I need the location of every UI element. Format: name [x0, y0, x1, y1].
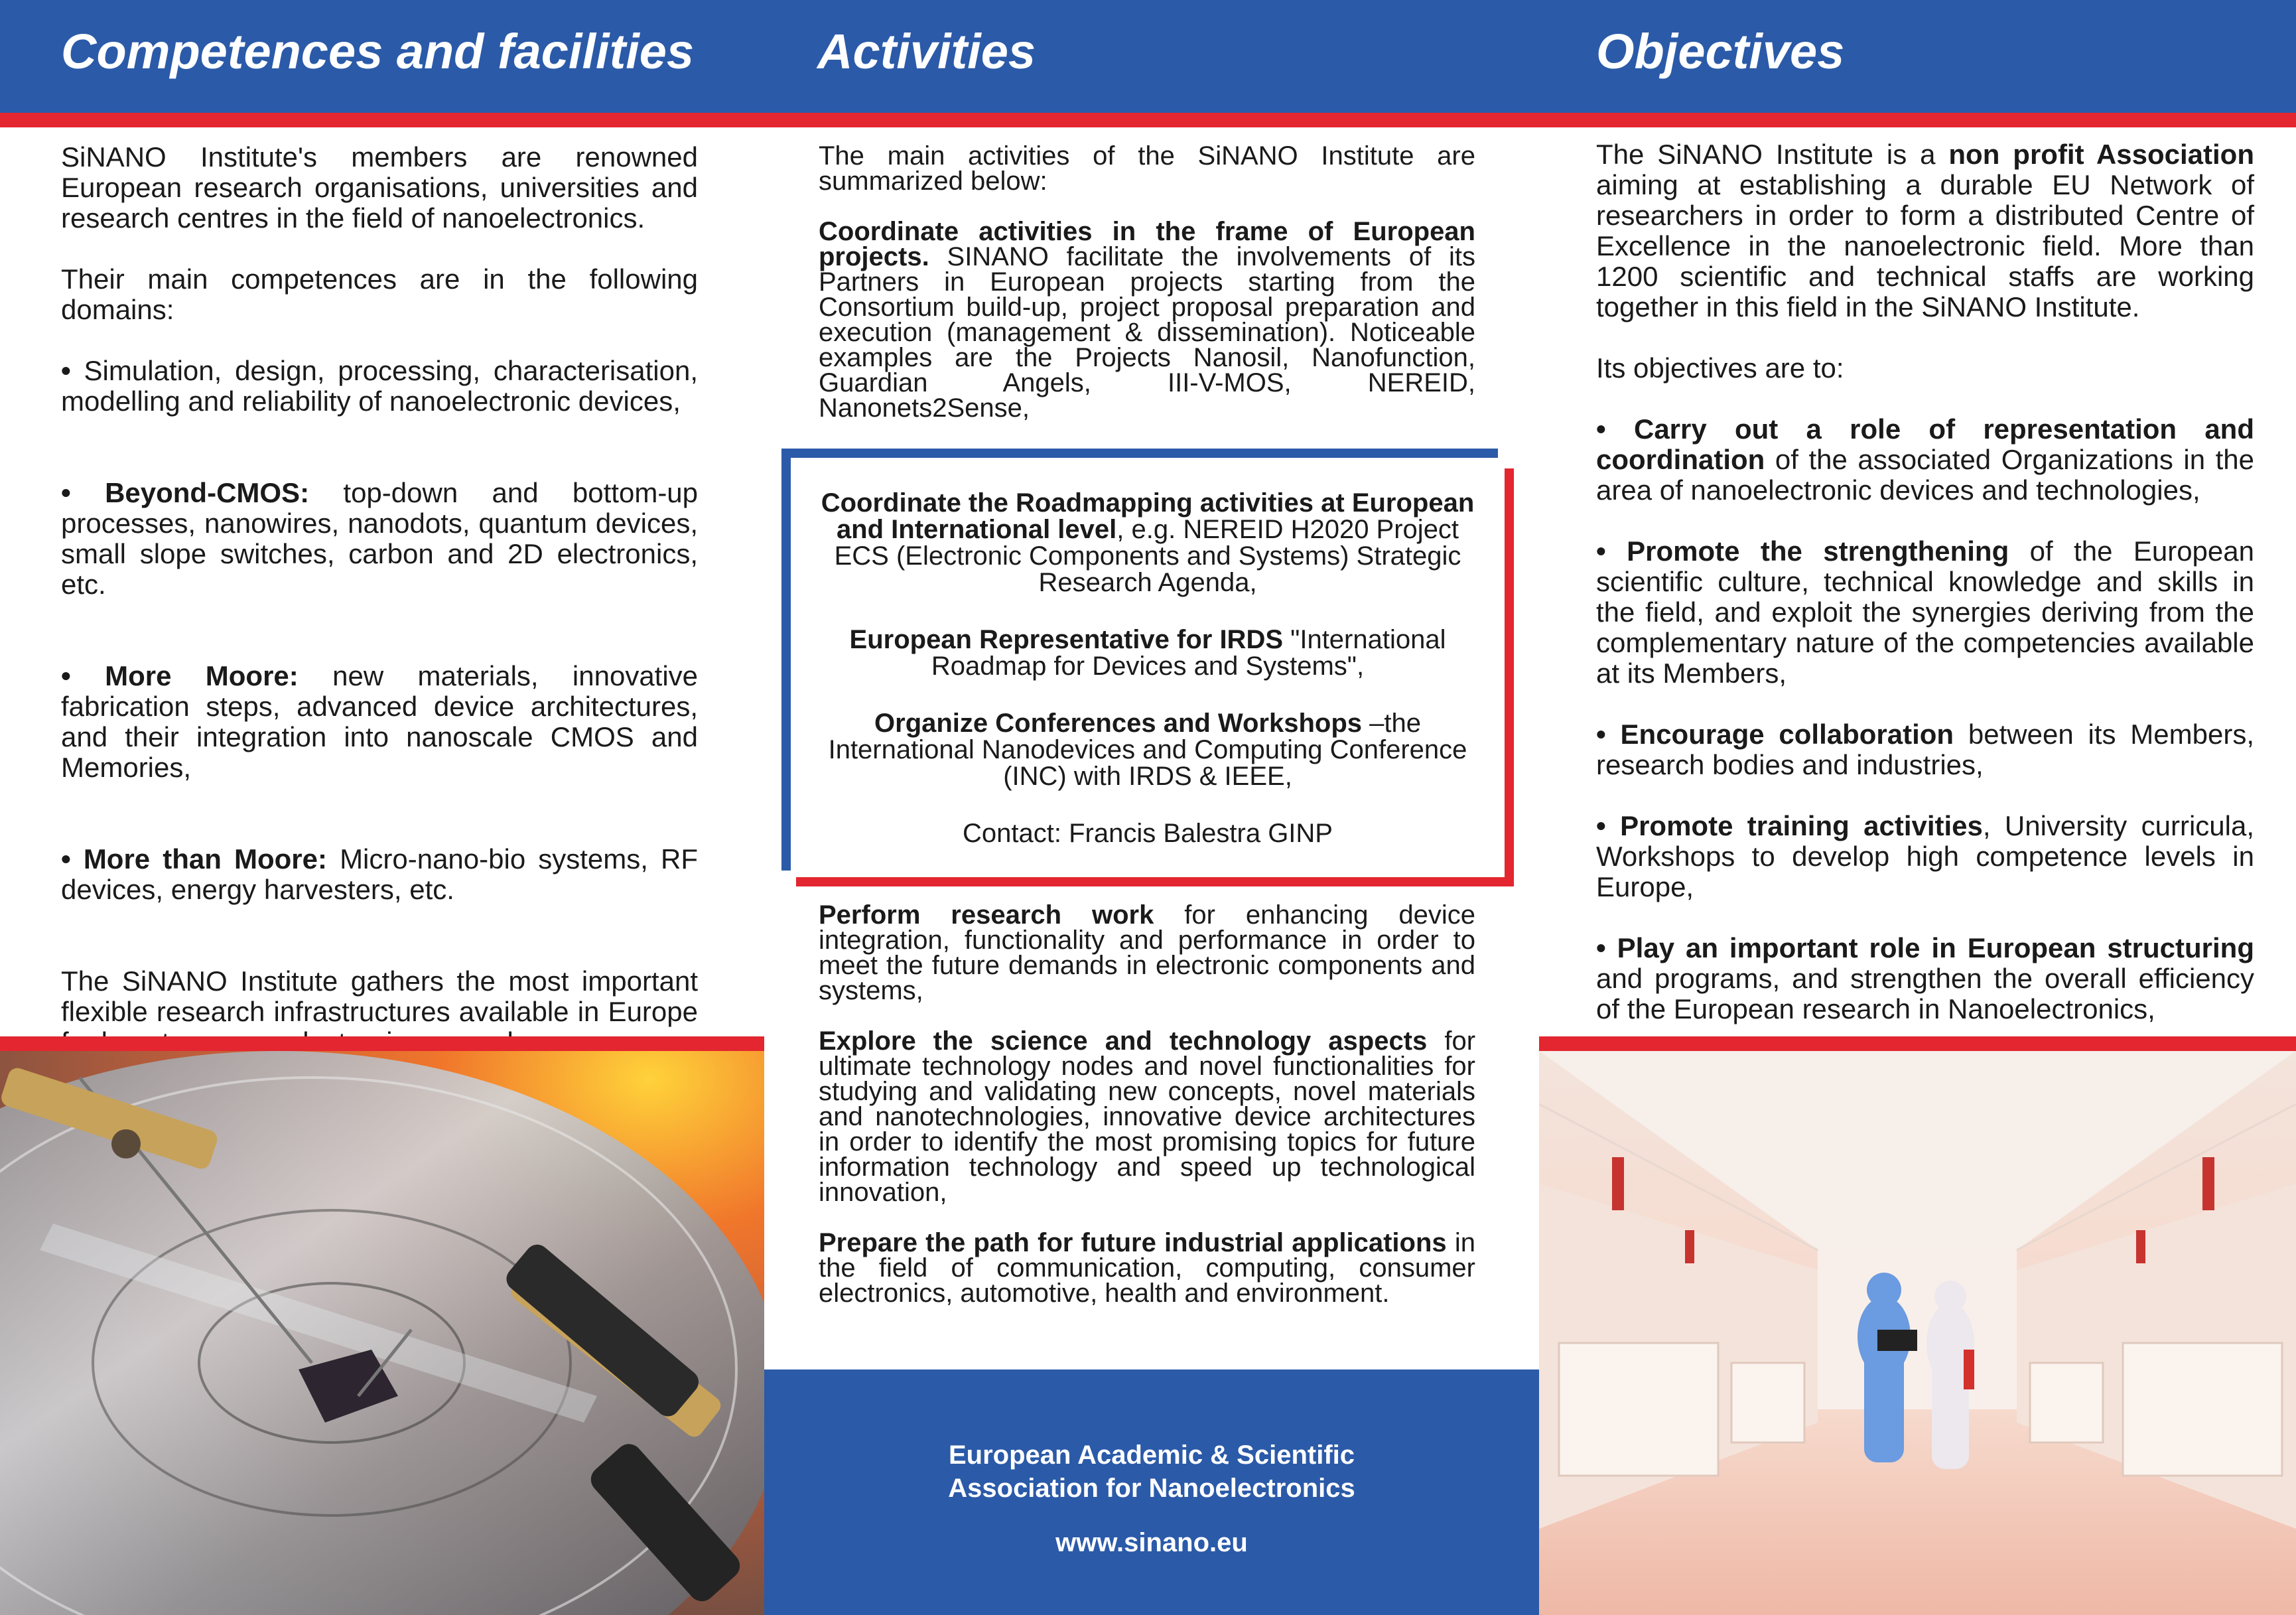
- right-item-1: [1596, 414, 2254, 506]
- bullet-symbol: •: [61, 477, 71, 508]
- right-intro-bold: non profit Association: [1948, 139, 2254, 170]
- frame-contact: Contact: Francis Balestra GINP: [963, 819, 1333, 848]
- right-intro-pre: The SiNANO Institute is a: [1596, 139, 1949, 170]
- right-item-3-text: between its Members, research bodies and industries,: [1596, 719, 2254, 780]
- header-red-stripe: [0, 113, 2296, 127]
- right-item-2-bold: Promote the strengthening: [1627, 535, 2009, 567]
- wafer-probe-photo: [0, 1051, 764, 1615]
- left-item-4-bold: More than Moore:: [83, 843, 327, 875]
- left-item-2-bold: Beyond-CMOS:: [105, 477, 310, 508]
- middle-research: [819, 902, 1475, 1003]
- right-item-2-text: of the European scientific culture, technical knowledge and skills in the field, and exploit the synergies deriving from the complementary nature of the competencies available at its Members,: [1596, 535, 2254, 689]
- left-item-3: [61, 661, 698, 783]
- footer-website-link[interactable]: www.sinano.eu: [1055, 1528, 1248, 1557]
- frame-blue-left: [781, 449, 791, 871]
- right-item-1-bold: Carry out a role of representation and coordination: [1596, 413, 2254, 475]
- bullet-symbol: •: [61, 660, 71, 691]
- frame-roadmap-bold: Coordinate the Roadmapping activities at European and International level: [821, 488, 1475, 544]
- left-photo-red-stripe: [0, 1036, 764, 1051]
- right-item-3-bold: Encourage collaboration: [1620, 719, 1954, 750]
- middle-column-top-text: [819, 143, 1475, 446]
- frame-red-bottom: [796, 877, 1514, 886]
- right-objectives-intro: Its objectives are to:: [1596, 352, 1844, 384]
- middle-coordinate-bold: Coordinate activities in the frame of European projects.: [819, 217, 1475, 271]
- frame-blue-top: [781, 449, 1498, 458]
- left-item-1-text: Simulation, design, processing, characterisation, modelling and reliability of nanoelectronic devices,: [61, 355, 699, 417]
- right-item-2: [1596, 536, 2254, 689]
- bullet-symbol: •: [1596, 810, 1606, 841]
- middle-prepare: [819, 1230, 1475, 1306]
- middle-explore-bold: Explore the science and technology aspects: [819, 1026, 1428, 1056]
- frame-red-right: [1505, 468, 1514, 885]
- frame-conferences-bold: Organize Conferences and Workshops: [874, 709, 1362, 738]
- middle-prepare-bold: Prepare the path for future industrial applications: [819, 1228, 1447, 1257]
- footer-association-box: [764, 1369, 1539, 1615]
- middle-explore-text: for ultimate technology nodes and novel functionalities for studying and validating new concepts, novel materials and nanotechnologies, innovative device architectures in order to identify the most promising topics for future information technology and speed up technological innovation,: [819, 1026, 1476, 1207]
- cleanroom-photo: [1539, 1051, 2296, 1615]
- left-item-3-bold: More Moore:: [105, 660, 299, 691]
- right-item-5-text: and programs, and strengthen the overall efficiency of the European research in Nanoelectronics,: [1596, 963, 2254, 1024]
- frame-roadmap-text: , e.g. NEREID H2020 Project ECS (Electronic Components and Systems) Strategic Research Agenda,: [834, 515, 1461, 597]
- left-item-2: [61, 478, 698, 600]
- right-photo-red-stripe: [1539, 1036, 2296, 1051]
- right-column-text: [1596, 139, 2254, 1055]
- left-item-3-text: new materials, innovative fabrication steps, advanced device architectures, and their integration into nanoscale CMOS and Memories,: [61, 660, 699, 783]
- bullet-symbol: •: [1596, 413, 1606, 445]
- middle-prepare-text: in the field of communication, computing, consumer electronics, automotive, health and environment.: [819, 1228, 1476, 1308]
- left-item-4-text: Micro-nano-bio systems, RF devices, energy harvesters, etc.: [61, 843, 699, 905]
- middle-research-text: for enhancing device integration, functionality and performance in order to meet the future demands in electronic components and systems,: [819, 900, 1475, 1005]
- right-item-5: [1596, 933, 2254, 1024]
- middle-column-title: Activities: [817, 24, 1036, 79]
- right-item-3: [1596, 719, 2254, 780]
- middle-coordinate: [819, 219, 1475, 421]
- middle-explore: [819, 1028, 1475, 1205]
- bullet-symbol: •: [61, 843, 71, 875]
- roadmap-frame: [813, 490, 1483, 877]
- footer-tagline: [764, 1439, 1539, 1505]
- right-intro: [1596, 139, 2254, 322]
- left-domains-intro: Their main competences are in the following domains:: [61, 263, 698, 325]
- frame-irds-bold: European Representative for IRDS: [849, 625, 1284, 654]
- right-item-5-bold: Play an important role in European structuring: [1617, 932, 2254, 963]
- frame-conferences: [813, 710, 1483, 790]
- frame-irds-text: "International Roadmap for Devices and Systems",: [931, 625, 1446, 681]
- middle-coordinate-text: SINANO facilitate the involvements of its Partners in European projects starting from the Consortium build-up, project proposal preparation and execution (management & dissemination). Noticeable examples are the Projects Nanosil, Nanofunction, Guardian Angels, III-V-MOS, NEREID, Nanonets2Sense,: [819, 242, 1475, 423]
- frame-irds: [813, 626, 1483, 679]
- right-item-4-text: , University curricula, Workshops to develop high competence levels in Europe,: [1596, 810, 2254, 902]
- left-item-4: [61, 844, 698, 905]
- bullet-symbol: •: [1596, 535, 1606, 567]
- left-column-title: Competences and facilities: [61, 24, 695, 79]
- footer-tagline-line1: European Academic & Scientific: [948, 1440, 1355, 1470]
- right-intro-post: aiming at establishing a durable EU Network of researchers in order to form a distributed Centre of Excellence in the nanoelectronic field. More than 1200 scientific and technical staffs are working together in this field in the SiNANO Institute.: [1596, 169, 2254, 322]
- footer-tagline-line2: Association for Nanoelectronics: [948, 1474, 1355, 1503]
- bullet-symbol: •: [61, 355, 71, 386]
- left-item-2-text: top-down and bottom-up processes, nanowires, nanodots, quantum devices, small slope switches, carbon and 2D electronics, etc.: [61, 477, 699, 600]
- middle-intro: The main activities of the SiNANO Institute are summarized below:: [819, 141, 1475, 196]
- left-item-1: [61, 356, 698, 417]
- frame-roadmap: [813, 490, 1483, 596]
- middle-research-bold: Perform research work: [819, 900, 1154, 930]
- right-item-1-text: of the associated Organizations in the area of nanoelectronic devices and technologies,: [1596, 444, 2254, 506]
- right-column-title: Objectives: [1596, 24, 1845, 79]
- right-item-4: [1596, 811, 2254, 902]
- right-item-4-bold: Promote training activities: [1620, 810, 1983, 841]
- left-intro: SiNANO Institute's members are renowned European research organisations, universities and research centres in the field of nanoelectronics.: [61, 141, 698, 234]
- bullet-symbol: •: [1596, 932, 1606, 963]
- left-column-text: [61, 142, 698, 1088]
- left-closing: The SiNANO Institute gathers the most important flexible research infrastructures available in Europe: [61, 965, 698, 1027]
- bullet-symbol: •: [1596, 719, 1606, 750]
- middle-column-bottom-text: [819, 902, 1475, 1331]
- frame-conferences-text: –the International Nanodevices and Computing Conference (INC) with IRDS & IEEE,: [828, 709, 1467, 791]
